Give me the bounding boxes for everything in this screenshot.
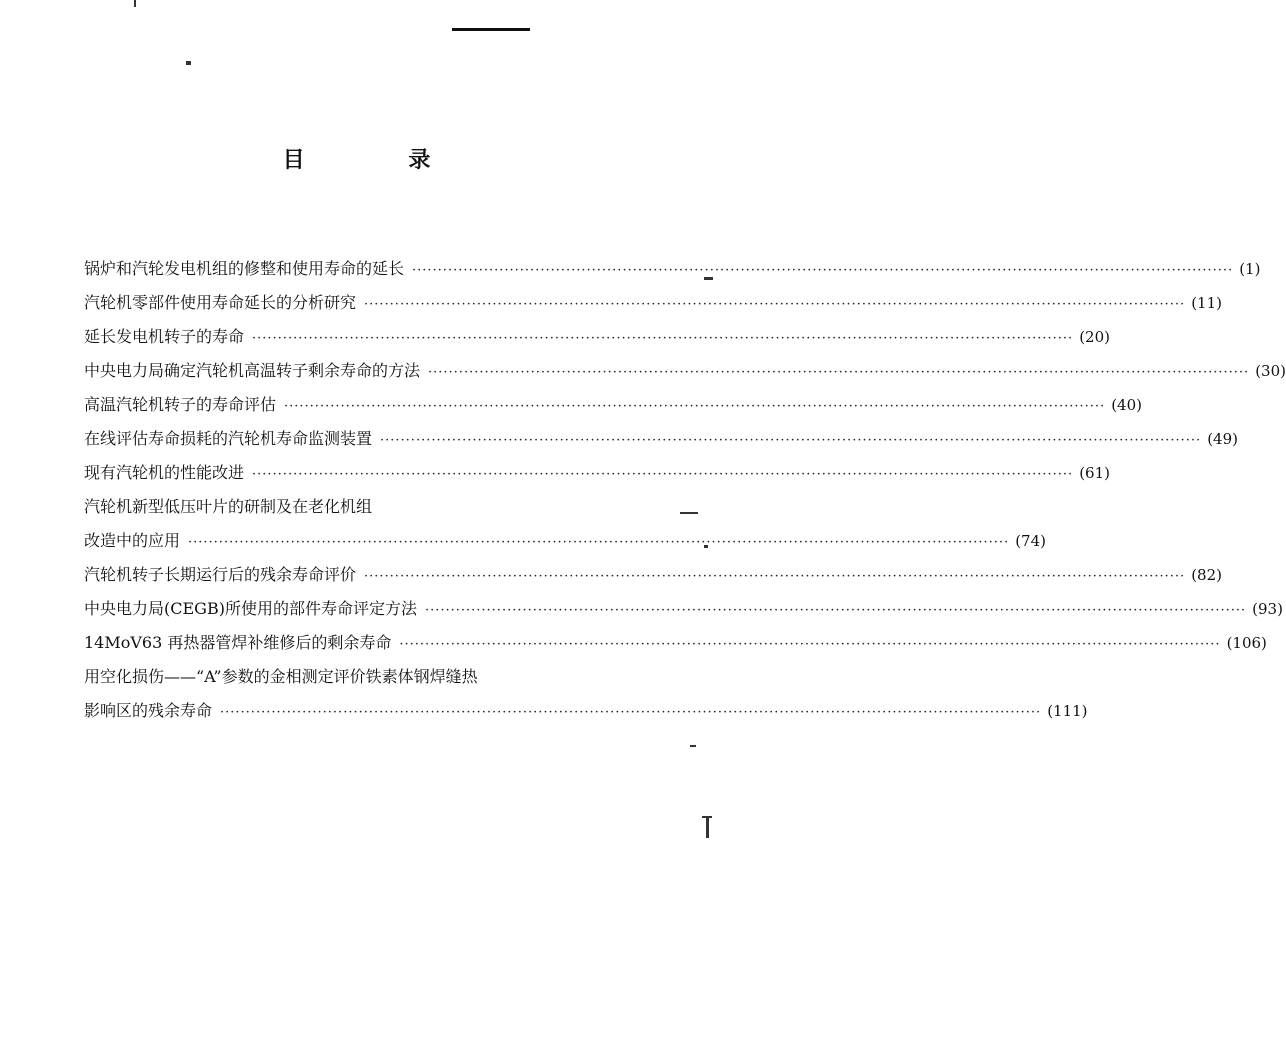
- toc-entry[interactable]: [84, 388, 1142, 422]
- toc-entry-title: 延长发电机转子的寿命: [84, 327, 245, 346]
- toc-entry-title: 现有汽轮机的性能改进: [84, 463, 245, 482]
- scan-speck: [690, 745, 696, 747]
- toc-entry[interactable]: [84, 490, 1046, 558]
- toc-entry-page-number: (61): [1079, 464, 1110, 482]
- toc-entry[interactable]: [84, 422, 1238, 456]
- dot-leader: ································································································································································: [188, 535, 1010, 550]
- scan-speck: [680, 512, 698, 514]
- top-rule: [452, 28, 530, 31]
- toc-entry-title: 中央电力局确定汽轮机高温转子剩余寿命的方法: [84, 361, 421, 380]
- dot-leader: ································································································································································: [252, 467, 1074, 482]
- dot-leader: ································································································································································: [220, 705, 1042, 720]
- dot-leader: ································································································································································: [252, 331, 1074, 346]
- table-of-contents: [84, 252, 1286, 728]
- toc-entry-page-number: (11): [1191, 294, 1222, 312]
- dot-leader: ································································································································································: [364, 569, 1186, 584]
- toc-entry-page-number: (30): [1255, 362, 1286, 380]
- toc-entry-title: 改造中的应用: [84, 531, 181, 550]
- toc-entry-title: 中央电力局(CEGB)所使用的部件寿命评定方法: [84, 599, 417, 618]
- dot-leader: ································································································································································: [284, 399, 1106, 414]
- toc-entry-title-line1: 用空化损伤——“A”参数的金相测定评价铁素体钢焊缝热: [84, 667, 478, 686]
- toc-entry[interactable]: [84, 592, 1283, 626]
- dot-leader: ································································································································································: [412, 263, 1234, 278]
- toc-entry-page-number: (1): [1239, 260, 1261, 278]
- scan-speck: [702, 816, 712, 818]
- toc-entry-page-number: (49): [1207, 430, 1238, 448]
- toc-entry-title: 14MoV63 再热器管焊补维修后的剩余寿命: [84, 633, 392, 652]
- toc-entry[interactable]: [84, 286, 1222, 320]
- scan-speck: [706, 816, 709, 838]
- toc-entry-title: 高温汽轮机转子的寿命评估: [84, 395, 277, 414]
- scan-speck: [134, 0, 136, 7]
- scan-speck: [186, 61, 191, 65]
- toc-entry[interactable]: [84, 456, 1110, 490]
- toc-entry-page-number: (74): [1015, 532, 1046, 550]
- toc-entry-title: 汽轮机转子长期运行后的残余寿命评价: [84, 565, 357, 584]
- dot-leader: ································································································································································: [364, 297, 1186, 312]
- toc-entry-page-number: (111): [1047, 702, 1088, 720]
- toc-entry-title: 在线评估寿命损耗的汽轮机寿命监测装置: [84, 429, 373, 448]
- toc-entry-page-number: (106): [1226, 634, 1267, 652]
- toc-entry-title: 锅炉和汽轮发电机组的修整和使用寿命的延长: [84, 259, 405, 278]
- toc-entry[interactable]: [84, 626, 1267, 660]
- toc-entry-page-number: (93): [1252, 600, 1283, 618]
- toc-entry[interactable]: [84, 558, 1222, 592]
- dot-leader: ································································································································································: [428, 365, 1250, 380]
- toc-entry[interactable]: [84, 320, 1110, 354]
- toc-entry-title-line1: 汽轮机新型低压叶片的研制及在老化机组: [84, 497, 373, 516]
- toc-entry-page-number: (40): [1111, 396, 1142, 414]
- toc-entry[interactable]: [84, 252, 1261, 286]
- dot-leader: ································································································································································: [424, 603, 1247, 618]
- toc-entry-title: 影响区的残余寿命: [84, 701, 213, 720]
- toc-entry-title: 汽轮机零部件使用寿命延长的分析研究: [84, 293, 357, 312]
- dot-leader: ································································································································································: [380, 433, 1202, 448]
- toc-entry-page-number: (20): [1079, 328, 1110, 346]
- toc-entry[interactable]: [84, 660, 1088, 728]
- toc-entry[interactable]: [84, 354, 1286, 388]
- toc-entry-page-number: (82): [1191, 566, 1222, 584]
- page-title: 目 录: [282, 148, 479, 173]
- dot-leader: ································································································································································: [399, 637, 1221, 652]
